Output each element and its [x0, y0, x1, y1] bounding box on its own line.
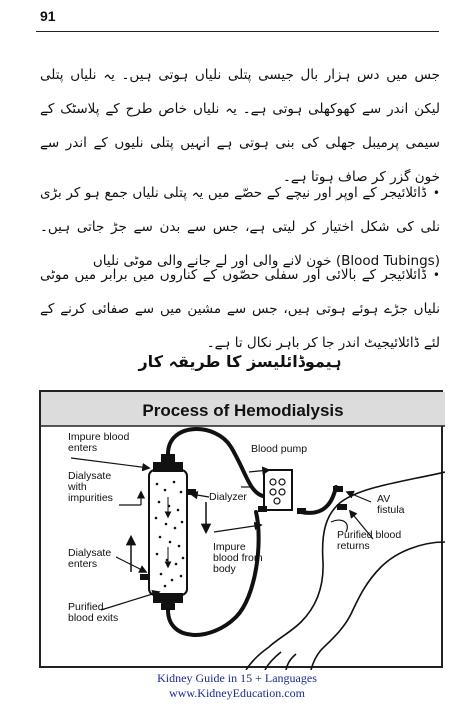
- blood-pump-icon: [258, 470, 306, 514]
- bullet-icon: •: [432, 268, 440, 282]
- label-impure-blood-body: Impure: [213, 541, 246, 553]
- bullet-text-2: ڈائلائیجر کے بالائی اور سفلی حصّوں کے کناروں میں برابر میں موٹی نلیاں جڑے ہوئے ہوتی ہیں، جس سے مشین میں سے صفائی کرنے کے لئے ڈائلائیجیٹ اندر جا کر باہر نکال تا ہے۔: [40, 267, 440, 351]
- label-blood-pump: Blood pump: [251, 443, 308, 455]
- label-dialysate-impurities: Dialysate: [68, 470, 112, 482]
- footer-title: Kidney Guide in 15 + Languages: [157, 671, 317, 685]
- header-divider: [36, 31, 439, 32]
- diagram-svg: [41, 392, 445, 670]
- bullet-text-1: ڈائلائیجر کے اوپر اور نیچے کے حصّے میں یہ پتلی نلیاں جمع ہو کر بڑی نلی کی شکل اختیار کر لیتی ہے، جس سے بدن سے جڑ جاتی ہیں۔ (Blood Tubings) خون لانے والی اور لے جانے والی موٹی نلیاں: [40, 185, 440, 269]
- label-av-fistula: AV: [377, 493, 391, 505]
- footer-url[interactable]: www.KidneyEducation.com: [169, 686, 305, 700]
- section-heading: ہیموڈائلیسز کا طریقہ کار: [138, 352, 342, 371]
- dialyzer-icon: [140, 454, 196, 610]
- svg-text:enters: enters: [68, 442, 98, 454]
- bullet-item-2: [40, 258, 440, 360]
- label-impure-blood-enters: Impure blood: [68, 431, 130, 443]
- svg-text:impurities: impurities: [68, 492, 113, 504]
- diagram-title: Process of Hemodialysis: [142, 401, 344, 420]
- label-purified-blood-returns: Purified blood: [337, 529, 402, 541]
- svg-text:with: with: [68, 481, 87, 493]
- label-dialysate-enters: Dialysate: [68, 547, 112, 559]
- label-purified-blood-exits: Purified: [68, 601, 104, 613]
- svg-text:blood exits: blood exits: [68, 612, 119, 624]
- bullet-icon: •: [432, 186, 440, 200]
- svg-text:returns: returns: [337, 540, 370, 552]
- hemodialysis-diagram: [39, 390, 443, 668]
- svg-text:body: body: [213, 563, 236, 575]
- page-number: 91: [40, 8, 56, 24]
- blood-tubing: [168, 429, 336, 635]
- label-dialyzer: Dialyzer: [209, 491, 247, 503]
- svg-text:enters: enters: [68, 558, 98, 570]
- svg-text:fistula: fistula: [377, 504, 405, 516]
- body-paragraph: جس میں دس ہزار بال جیسی پتلی نلیاں ہوتی ہیں۔ یہ نلیاں پتلی لیکن اندر سے کھوکھلی ہوتی ہے۔ یہ نلیاں خاص طرح کے پلاسٹک کے سیمی پرمیبل جھلی کی بنی ہوتی ہے انہیں پتلی نلیوں کے اندر سے خون گزر کر صاف ہوتا ہے۔: [40, 67, 440, 185]
- svg-text:blood from: blood from: [213, 552, 263, 564]
